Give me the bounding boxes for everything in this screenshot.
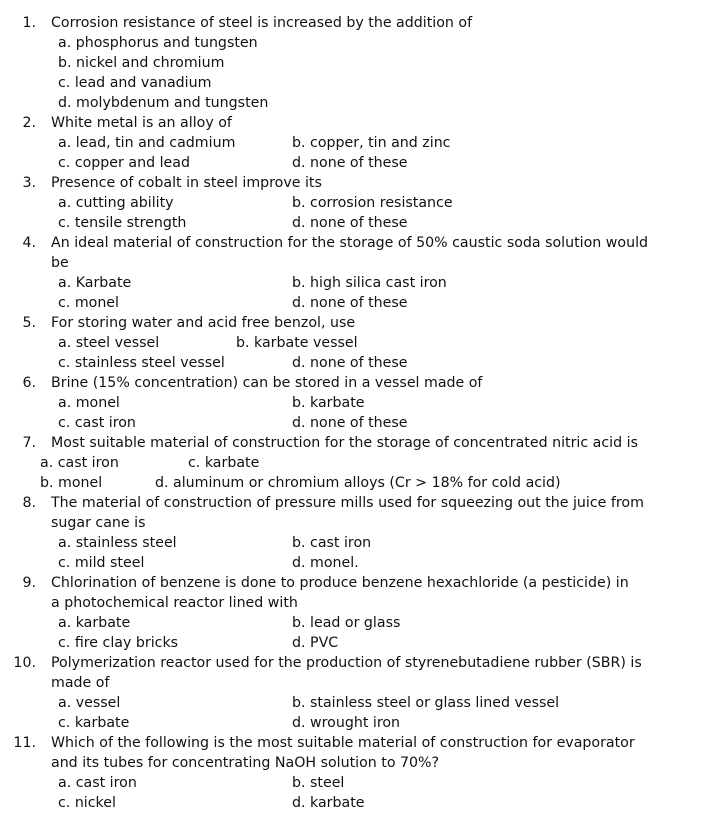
question-stem: Presence of cobalt in steel improve its bbox=[51, 175, 322, 191]
answer-option: b. copper, tin and zinc bbox=[292, 135, 451, 151]
question-stem: Corrosion resistance of steel is increased by the addition of bbox=[51, 15, 473, 31]
question-number: 10. bbox=[13, 655, 36, 671]
answer-option: b. karbate bbox=[292, 395, 365, 411]
question-stem: Which of the following is the most suitable material of construction for evaporator bbox=[51, 735, 635, 751]
answer-option: c. tensile strength bbox=[58, 215, 187, 231]
answer-option: d. none of these bbox=[292, 295, 408, 311]
question-number: 7. bbox=[22, 435, 36, 451]
question-number: 6. bbox=[22, 375, 36, 391]
question-number: 9. bbox=[22, 575, 36, 591]
answer-option: a. cutting ability bbox=[58, 195, 174, 211]
answer-option: b. stainless steel or glass lined vessel bbox=[292, 695, 560, 711]
answer-option: a. cast iron bbox=[58, 775, 137, 791]
question-stem: For storing water and acid free benzol, use bbox=[51, 315, 356, 331]
question-stem: sugar cane is bbox=[51, 515, 146, 531]
answer-option: d. none of these bbox=[292, 355, 408, 371]
answer-option: c. cast iron bbox=[58, 415, 136, 431]
answer-option: c. monel bbox=[58, 295, 119, 311]
answer-option: c. copper and lead bbox=[58, 155, 190, 171]
answer-option: b. nickel and chromium bbox=[58, 55, 225, 71]
question-number: 8. bbox=[22, 495, 36, 511]
answer-option: c. mild steel bbox=[58, 555, 145, 571]
answer-option: c. stainless steel vessel bbox=[58, 355, 225, 371]
question-stem: a photochemical reactor lined with bbox=[51, 595, 298, 611]
answer-option: a. lead, tin and cadmium bbox=[58, 135, 236, 151]
answer-option: d. molybdenum and tungsten bbox=[58, 95, 269, 111]
answer-option: a. Karbate bbox=[58, 275, 132, 291]
answer-option: a. steel vessel bbox=[58, 335, 160, 351]
question-number: 2. bbox=[22, 115, 36, 131]
answer-option: c. karbate bbox=[58, 715, 130, 731]
answer-option: b. monel bbox=[40, 475, 103, 491]
answer-option: b. lead or glass bbox=[292, 615, 401, 631]
question-number: 3. bbox=[22, 175, 36, 191]
answer-option: b. corrosion resistance bbox=[292, 195, 453, 211]
question-stem: Chlorination of benzene is done to produce benzene hexachloride (a pesticide) in bbox=[51, 575, 629, 591]
question-stem: be bbox=[51, 255, 69, 271]
answer-option: d. aluminum or chromium alloys (Cr > 18% for cold acid) bbox=[155, 475, 561, 491]
answer-option: c. fire clay bricks bbox=[58, 635, 179, 651]
answer-option: d. wrought iron bbox=[292, 715, 401, 731]
answer-option: b. high silica cast iron bbox=[292, 275, 447, 291]
question-stem: An ideal material of construction for the storage of 50% caustic soda solution would bbox=[51, 235, 649, 251]
question-stem: Polymerization reactor used for the production of styrenebutadiene rubber (SBR) is bbox=[51, 655, 642, 671]
answer-option: a. phosphorus and tungsten bbox=[58, 35, 258, 51]
answer-option: d. karbate bbox=[292, 795, 365, 811]
question-number: 1. bbox=[22, 15, 36, 31]
answer-option: d. none of these bbox=[292, 215, 408, 231]
question-stem: and its tubes for concentrating NaOH solution to 70%? bbox=[51, 755, 440, 771]
answer-option: a. vessel bbox=[58, 695, 121, 711]
answer-option: b. karbate vessel bbox=[236, 335, 358, 351]
answer-option: d. monel. bbox=[292, 555, 359, 571]
answer-option: c. karbate bbox=[188, 455, 260, 471]
answer-option: d. none of these bbox=[292, 155, 408, 171]
answer-option: c. nickel bbox=[58, 795, 116, 811]
answer-option: c. lead and vanadium bbox=[58, 75, 212, 91]
answer-option: d. PVC bbox=[292, 635, 339, 651]
question-stem: Most suitable material of construction for the storage of concentrated nitric acid is bbox=[51, 435, 638, 451]
question-stem: made of bbox=[51, 675, 110, 691]
question-stem: The material of construction of pressure mills used for squeezing out the juice from bbox=[51, 495, 644, 511]
question-stem: White metal is an alloy of bbox=[51, 115, 232, 131]
answer-option: a. stainless steel bbox=[58, 535, 177, 551]
question-number: 5. bbox=[22, 315, 36, 331]
answer-option: d. none of these bbox=[292, 415, 408, 431]
answer-option: b. cast iron bbox=[292, 535, 372, 551]
answer-option: a. cast iron bbox=[40, 455, 119, 471]
answer-option: a. monel bbox=[58, 395, 120, 411]
question-number: 4. bbox=[22, 235, 36, 251]
answer-option: b. steel bbox=[292, 775, 345, 791]
answer-option: a. karbate bbox=[58, 615, 131, 631]
question-stem: Brine (15% concentration) can be stored in a vessel made of bbox=[51, 375, 483, 391]
question-number: 11. bbox=[13, 735, 36, 751]
